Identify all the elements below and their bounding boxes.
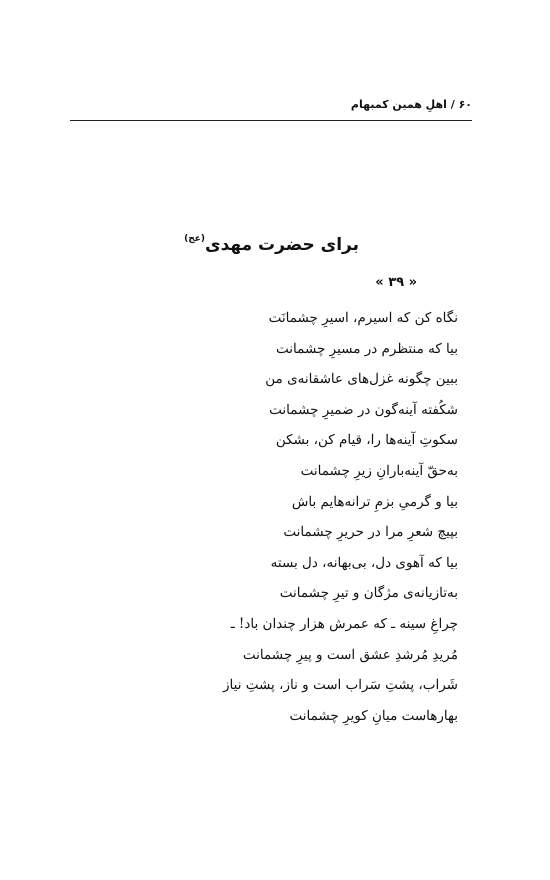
header-rule [70, 120, 472, 121]
verse-line: ببین چگونه غزل‌های عاشقانه‌ی من [265, 371, 458, 388]
verse-line: به‌تازیانه‌ی مژگان و تیرِ چشمانت [279, 585, 458, 602]
verse-line: نگاه کن که اسیرم، اسیرِ چشمانَت [268, 310, 458, 326]
running-header [70, 95, 472, 115]
poem-title-superscript: (عج) [184, 234, 205, 244]
poem-title-text: برای حضرت مهدی [204, 235, 359, 255]
verse-line: شکُفته آینه‌گون در ضمیرِ چشمانت [269, 401, 458, 418]
verse-line: شَراب، پشتِ سَراب است و ناز، پشتِ نیاز [223, 677, 458, 694]
verse-line: چراغِ سینه ـ که عمرش هزار چندان باد! ـ [230, 615, 458, 632]
poem-title [150, 226, 359, 258]
verse-line: سکوتِ آینه‌ها را، قیام کن، بشکن [275, 432, 458, 449]
verse-line: بیا و گرمیِ بزمِ ترانه‌هایم باش [291, 493, 458, 510]
verse-line: به‌حقّ آینه‌بارانِ زیرِ چشمانت [300, 462, 458, 479]
poem-verses [190, 303, 458, 731]
verse-line: بیا که منتظرم در مسیرِ چشمانت [276, 340, 458, 357]
verse-line: بپیچ شعرِ مرا در حریرِ چشمانت [283, 524, 458, 541]
running-header-text: ۶۰ / اهلِ همین کمبهام [350, 98, 472, 111]
verse-line: مُریدِ مُرشدِ عشق است و پیرِ چشمانت [242, 646, 458, 663]
verse-line: بیا که آهوی دل، بی‌بهانه، دل بسته [270, 554, 458, 571]
poem-number: « ۳۹ » [375, 275, 417, 290]
verse-line: بهارهاست میانِ کویرِ چشمانت [289, 707, 458, 724]
